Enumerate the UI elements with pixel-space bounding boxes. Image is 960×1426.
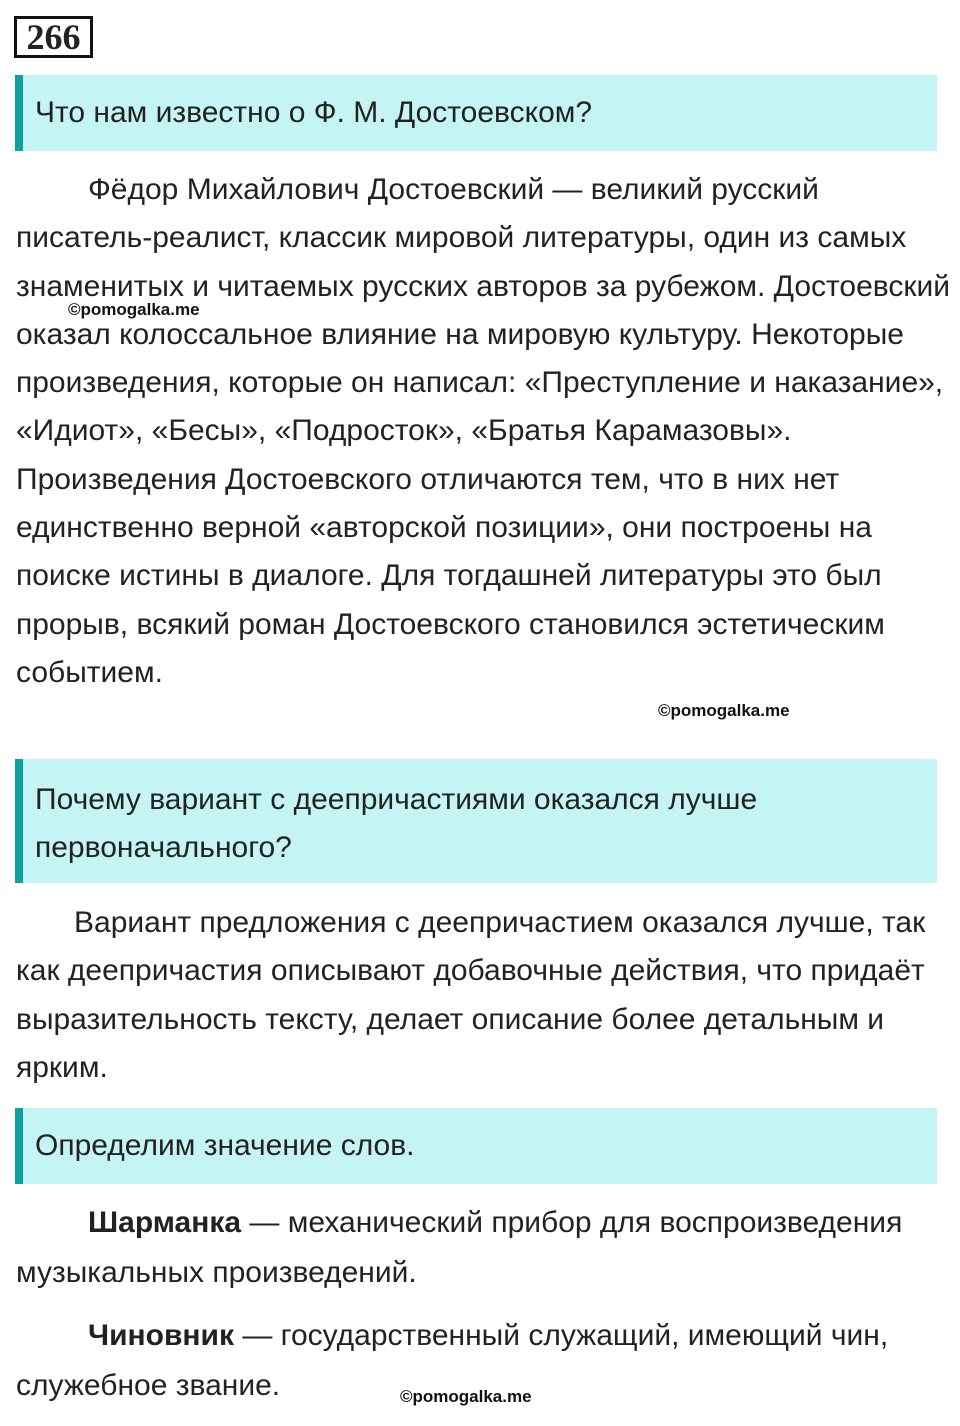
watermark: ©pomogalka.me	[68, 300, 200, 319]
definition-text: — механический прибор для воспроизведения музыкальных произведений.	[16, 1206, 903, 1289]
question-3: Определим значение слов.	[15, 1108, 937, 1184]
answer-1: Фёдор Михайлович Достоевский — великий русский писатель-реалист, классик мировой литературы, один из самых знаменитых и читаемых русских авторов за рубежом. Достоевский оказал колоссальное влияние на мировую культуру. Некоторые произведения, которые он написал: «Преступление и наказание», «Идиот», «Бесы», «Подросток», «Братья Карамазовы». Произведения Достоевского отличаются тем, что в них нет единственно верной «авторской позиции», они построены на поиске истины в диалоге. Для тогдашней литературы это был прорыв, всякий роман Достоевского становился эстетическим событием.	[16, 173, 951, 689]
definition-text: — государственный служащий, имеющий чин, служебное звание.	[16, 1319, 889, 1402]
answer-2: Вариант предложения с деепричастием оказался лучше, так как деепричастия описывают добавочные действия, что придаёт выразительность тексту, делает описание более детальным и ярким.	[16, 906, 926, 1084]
watermark: ©pomogalka.me	[658, 701, 790, 720]
question-1: Что нам известно о Ф. М. Достоевском?	[15, 75, 937, 151]
definition-item	[16, 1198, 951, 1298]
definition-term: Чиновник	[88, 1319, 234, 1352]
definition-term: Шарманка	[88, 1206, 242, 1239]
watermark: ©pomogalka.me	[400, 1387, 532, 1406]
task-number: 266	[14, 16, 93, 58]
question-2: Почему вариант с деепричастиями оказался лучше первоначального?	[15, 759, 937, 883]
